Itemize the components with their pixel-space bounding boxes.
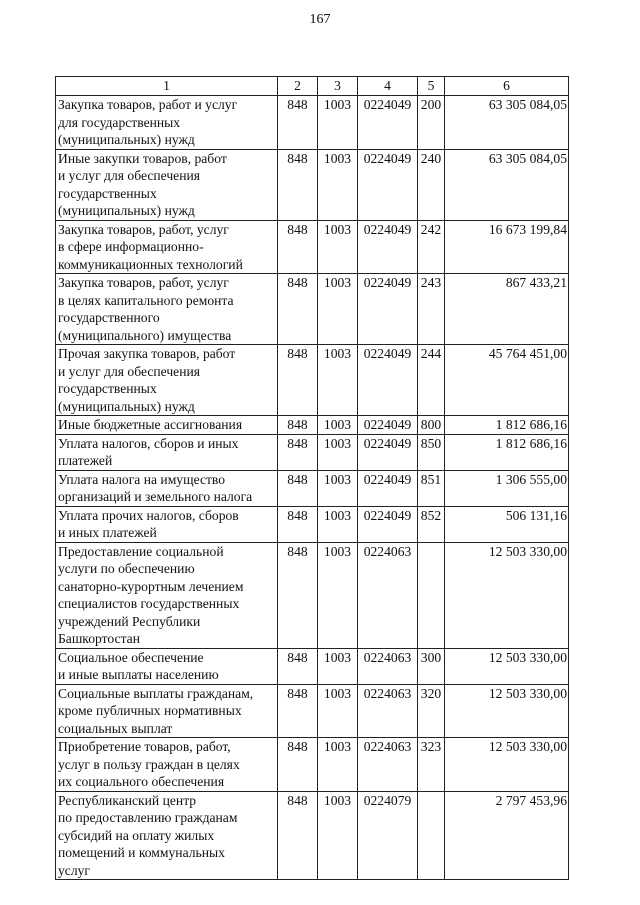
- section-code-cell: 1003: [318, 470, 358, 506]
- expense-type-cell: 242: [418, 220, 445, 274]
- table-row: [56, 648, 569, 684]
- section-code-cell: 1003: [318, 434, 358, 470]
- section-code-cell: 1003: [318, 506, 358, 542]
- target-code-cell: 0224049: [358, 220, 418, 274]
- ministry-code-cell: 848: [278, 684, 318, 738]
- ministry-code-cell: 848: [278, 648, 318, 684]
- row-name-cell: Приобретение товаров, работ, услуг в пользу граждан в целях их социального обеспечения: [56, 738, 278, 792]
- expense-type-cell: 244: [418, 345, 445, 416]
- column-header: 6: [445, 77, 569, 96]
- section-code-cell: 1003: [318, 542, 358, 648]
- ministry-code-cell: 848: [278, 220, 318, 274]
- row-name-cell: Закупка товаров, работ и услуг для государственных (муниципальных) нужд: [56, 96, 278, 150]
- target-code-cell: 0224063: [358, 542, 418, 648]
- target-code-cell: 0224063: [358, 684, 418, 738]
- amount-cell: 1 306 555,00: [445, 470, 569, 506]
- table-row: [56, 791, 569, 880]
- section-code-cell: 1003: [318, 738, 358, 792]
- section-code-cell: 1003: [318, 220, 358, 274]
- budget-table: [55, 76, 569, 880]
- column-header: 4: [358, 77, 418, 96]
- row-name-cell: Закупка товаров, работ, услуг в целях капитального ремонта государственного (муниципального) имущества: [56, 274, 278, 345]
- amount-cell: 506 131,16: [445, 506, 569, 542]
- section-code-cell: 1003: [318, 96, 358, 150]
- section-code-cell: 1003: [318, 149, 358, 220]
- table-row: [56, 542, 569, 648]
- table-row: [56, 345, 569, 416]
- expense-type-cell: 852: [418, 506, 445, 542]
- expense-type-cell: 240: [418, 149, 445, 220]
- row-name-cell: Прочая закупка товаров, работ и услуг для обеспечения государственных (муниципальных) нужд: [56, 345, 278, 416]
- expense-type-cell: 800: [418, 416, 445, 435]
- table-row: [56, 96, 569, 150]
- table-row: [56, 434, 569, 470]
- target-code-cell: 0224049: [358, 434, 418, 470]
- expense-type-cell: 320: [418, 684, 445, 738]
- ministry-code-cell: 848: [278, 345, 318, 416]
- target-code-cell: 0224079: [358, 791, 418, 880]
- section-code-cell: 1003: [318, 345, 358, 416]
- amount-cell: 12 503 330,00: [445, 648, 569, 684]
- section-code-cell: 1003: [318, 791, 358, 880]
- column-header: 3: [318, 77, 358, 96]
- row-name-cell: Уплата налога на имущество организаций и земельного налога: [56, 470, 278, 506]
- table-row: [56, 149, 569, 220]
- expense-type-cell: 323: [418, 738, 445, 792]
- expense-type-cell: 200: [418, 96, 445, 150]
- row-name-cell: Уплата налогов, сборов и иных платежей: [56, 434, 278, 470]
- row-name-cell: Предоставление социальной услуги по обеспечению санаторно-курортным лечением специалистов государственных учреждений Республики Башкортостан: [56, 542, 278, 648]
- ministry-code-cell: 848: [278, 274, 318, 345]
- row-name-cell: Закупка товаров, работ, услуг в сфере информационно- коммуникационных технологий: [56, 220, 278, 274]
- column-header: 1: [56, 77, 278, 96]
- table-body: [56, 96, 569, 880]
- table-row: [56, 220, 569, 274]
- target-code-cell: 0224049: [358, 149, 418, 220]
- table-row: [56, 416, 569, 435]
- ministry-code-cell: 848: [278, 791, 318, 880]
- amount-cell: 45 764 451,00: [445, 345, 569, 416]
- ministry-code-cell: 848: [278, 506, 318, 542]
- table-row: [56, 274, 569, 345]
- expense-type-cell: 851: [418, 470, 445, 506]
- amount-cell: 16 673 199,84: [445, 220, 569, 274]
- table-row: [56, 684, 569, 738]
- target-code-cell: 0224049: [358, 96, 418, 150]
- ministry-code-cell: 848: [278, 434, 318, 470]
- amount-cell: 2 797 453,96: [445, 791, 569, 880]
- table-row: [56, 738, 569, 792]
- row-name-cell: Иные бюджетные ассигнования: [56, 416, 278, 435]
- expense-type-cell: 850: [418, 434, 445, 470]
- target-code-cell: 0224049: [358, 274, 418, 345]
- row-name-cell: Иные закупки товаров, работ и услуг для обеспечения государственных (муниципальных) нужд: [56, 149, 278, 220]
- row-name-cell: Социальное обеспечение и иные выплаты населению: [56, 648, 278, 684]
- section-code-cell: 1003: [318, 684, 358, 738]
- row-name-cell: Социальные выплаты гражданам, кроме публичных нормативных социальных выплат: [56, 684, 278, 738]
- section-code-cell: 1003: [318, 648, 358, 684]
- target-code-cell: 0224063: [358, 738, 418, 792]
- table-row: [56, 506, 569, 542]
- target-code-cell: 0224049: [358, 416, 418, 435]
- ministry-code-cell: 848: [278, 470, 318, 506]
- ministry-code-cell: 848: [278, 738, 318, 792]
- target-code-cell: 0224063: [358, 648, 418, 684]
- amount-cell: 12 503 330,00: [445, 684, 569, 738]
- amount-cell: 1 812 686,16: [445, 416, 569, 435]
- section-code-cell: 1003: [318, 416, 358, 435]
- ministry-code-cell: 848: [278, 149, 318, 220]
- expense-type-cell: 300: [418, 648, 445, 684]
- expense-type-cell: 243: [418, 274, 445, 345]
- expense-type-cell: [418, 542, 445, 648]
- target-code-cell: 0224049: [358, 506, 418, 542]
- row-name-cell: Республиканский центр по предоставлению гражданам субсидий на оплату жилых помещений и коммунальных услуг: [56, 791, 278, 880]
- target-code-cell: 0224049: [358, 470, 418, 506]
- amount-cell: 63 305 084,05: [445, 149, 569, 220]
- ministry-code-cell: 848: [278, 542, 318, 648]
- amount-cell: 12 503 330,00: [445, 738, 569, 792]
- expense-type-cell: [418, 791, 445, 880]
- page-number: 167: [309, 12, 331, 27]
- column-header: 5: [418, 77, 445, 96]
- amount-cell: 12 503 330,00: [445, 542, 569, 648]
- table-header-row: [56, 77, 569, 96]
- column-header: 2: [278, 77, 318, 96]
- amount-cell: 867 433,21: [445, 274, 569, 345]
- section-code-cell: 1003: [318, 274, 358, 345]
- table-row: [56, 470, 569, 506]
- amount-cell: 1 812 686,16: [445, 434, 569, 470]
- amount-cell: 63 305 084,05: [445, 96, 569, 150]
- target-code-cell: 0224049: [358, 345, 418, 416]
- ministry-code-cell: 848: [278, 416, 318, 435]
- ministry-code-cell: 848: [278, 96, 318, 150]
- row-name-cell: Уплата прочих налогов, сборов и иных платежей: [56, 506, 278, 542]
